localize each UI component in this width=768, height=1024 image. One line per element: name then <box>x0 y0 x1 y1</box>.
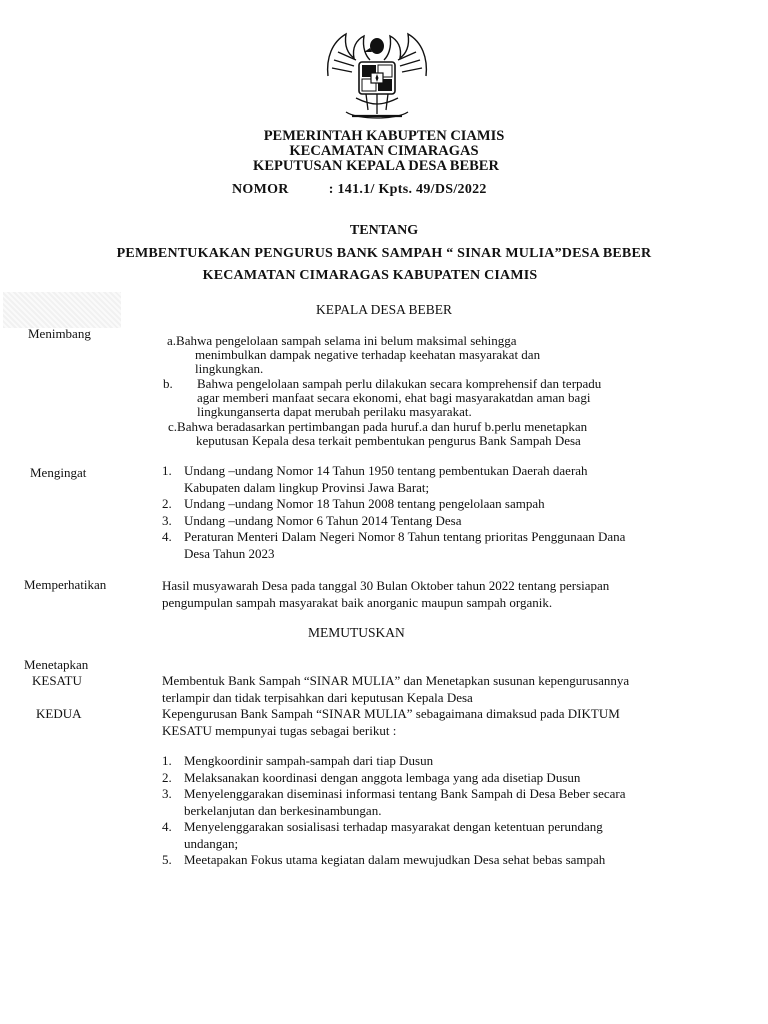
mengingat-item-4 <box>162 529 732 562</box>
menimbang-b-line-1: Bahwa pengelolaan sampah perlu dilakukan secara komprehensif dan terpadu <box>197 376 602 391</box>
header-line-3: KEPUTUSAN KEPALA DESA BEBER <box>253 158 499 174</box>
garuda-emblem-icon <box>318 28 436 128</box>
task-num-4: 4. <box>162 819 172 834</box>
memperhatikan-text <box>162 577 732 611</box>
menimbang-a-line-1: Bahwa pengelolaan sampah selama ini belum maksimal sehingga <box>176 333 517 348</box>
task-3-line-2: berkelanjutan dan berkesinambungan. <box>184 802 382 818</box>
task-num-5: 5. <box>162 852 172 867</box>
kesatu-text <box>162 673 742 706</box>
decree-number <box>232 182 487 198</box>
task-4-line-1: Menyelenggarakan sosialisasi terhadap masyarakat dengan ketentuan perundang <box>184 819 603 834</box>
memperhatikan-line-2: pengumpulan sampah masyarakat baik anorganic maupun sampah organik. <box>162 595 553 610</box>
menimbang-marker-c: c. <box>168 419 178 434</box>
menimbang-b-line-2: agar memberi manfaat secara ekonomi, ehat bagi masyarakatdan aman bagi <box>197 390 591 405</box>
nomor-label: NOMOR <box>232 182 289 197</box>
task-num-2: 2. <box>162 769 172 785</box>
menimbang-c-line-2: keputusan Kepala desa terkait pembentukan pengurus Bank Sampah Desa <box>196 433 581 448</box>
kedua-line-2: KESATU mempunyai tugas sebagai berikut : <box>162 722 397 738</box>
task-item-1 <box>162 753 742 770</box>
task-item-5 <box>162 852 742 869</box>
mengingat-num-3: 3. <box>162 512 172 528</box>
menimbang-b-line-3: lingkunganserta dapat merubah perilaku masyarakat. <box>197 404 472 419</box>
mengingat-4-line-2: Desa Tahun 2023 <box>184 545 275 561</box>
task-num-3: 3. <box>162 786 172 801</box>
menimbang-a-line-3: lingkungkan. <box>195 361 264 376</box>
mengingat-item-1 <box>162 463 732 496</box>
tasks-list <box>162 753 742 869</box>
title-line-2: KECAMATAN CIMARAGAS KABUPATEN CIAMIS <box>202 268 538 283</box>
mengingat-4-line-1: Peraturan Menteri Dalam Negeri Nomor 8 Tahun tentang prioritas Penggunaan Dana <box>184 529 626 544</box>
memperhatikan-line-1: Hasil musyawarah Desa pada tanggal 30 Bulan Oktober tahun 2022 tentang persiapan <box>162 578 610 593</box>
kedua-line-1: Kepengurusan Bank Sampah “SINAR MULIA” sebagaimana dimaksud pada DIKTUM <box>162 706 620 721</box>
menimbang-marker-a: a. <box>167 333 177 348</box>
kesatu-label: KESATU <box>32 673 82 688</box>
header-line-2: KECAMATAN CIMARAGAS <box>289 143 479 159</box>
task-num-1: 1. <box>162 753 172 768</box>
mengingat-label: Mengingat <box>30 465 87 480</box>
mengingat-num-2: 2. <box>162 496 172 511</box>
mengingat-list <box>162 463 732 562</box>
mengingat-item-3 <box>162 513 732 530</box>
mengingat-num-1: 1. <box>162 463 172 478</box>
menimbang-a-line-2: menimbulkan dampak negative terhadap keehatan masyarakat dan <box>195 347 541 362</box>
mengingat-item-2 <box>162 496 732 513</box>
task-2-line-1: Melaksanakan koordinasi dengan anggota lembaga yang ada disetiap Dusun <box>184 769 581 785</box>
kedua-label: KEDUA <box>36 706 82 721</box>
mengingat-1-line-2: Kabupaten dalam lingkup Provinsi Jawa Barat; <box>184 479 430 495</box>
task-item-3 <box>162 786 742 819</box>
kepala-desa-heading: KEPALA DESA BEBER <box>315 302 453 317</box>
header-line-1: PEMERINTAH KABUPTEN CIAMIS <box>263 128 505 144</box>
task-4-line-2: undangan; <box>184 835 239 851</box>
task-item-2 <box>162 770 742 787</box>
mengingat-3-line-1: Undang –undang Nomor 6 Tahun 2014 Tentang Desa <box>184 512 462 528</box>
title-line-1: PEMBENTUKAKAN PENGURUS BANK SAMPAH “ SINAR MULIA”DESA BEBER <box>116 246 652 261</box>
menimbang-item-c <box>168 420 732 448</box>
mengingat-1-line-1: Undang –undang Nomor 14 Tahun 1950 tentang pembentukan Daerah daerah <box>184 463 588 478</box>
menimbang-c-line-1: Bahwa beradasarkan pertimbangan pada huruf.a dan huruf b.perlu menetapkan <box>177 419 588 434</box>
nomor-value: : 141.1/ Kpts. 49/DS/2022 <box>328 182 487 197</box>
menimbang-marker-b: b. <box>163 376 173 391</box>
task-1-line-1: Mengkoordinir sampah-sampah dari tiap Dusun <box>184 753 434 768</box>
memutuskan-heading: MEMUTUSKAN <box>308 625 405 640</box>
kedua-text <box>162 706 742 739</box>
menimbang-item-a <box>167 334 731 376</box>
kesatu-line-1: Membentuk Bank Sampah “SINAR MULIA” dan Menetapkan susunan kepengurusannya <box>162 673 630 688</box>
memperhatikan-label: Memperhatikan <box>24 577 107 592</box>
mengingat-2-line-1: Undang –undang Nomor 18 Tahun 2008 tentang pengelolaan sampah <box>184 496 545 511</box>
kesatu-line-2: terlampir dan tidak terpisahkan dari keputusan Kepala Desa <box>162 689 473 705</box>
task-3-line-1: Menyelenggarakan diseminasi informasi tentang Bank Sampah di Desa Beber secara <box>184 786 626 801</box>
mengingat-num-4: 4. <box>162 529 172 544</box>
menetapkan-label: Menetapkan <box>24 657 89 672</box>
menimbang-item-b <box>163 377 731 419</box>
menimbang-label: Menimbang <box>28 326 91 341</box>
tentang-heading: TENTANG <box>349 223 419 238</box>
task-5-line-1: Meetapakan Fokus utama kegiatan dalam mewujudkan Desa sehat bebas sampah <box>184 852 606 867</box>
task-item-4 <box>162 819 742 852</box>
